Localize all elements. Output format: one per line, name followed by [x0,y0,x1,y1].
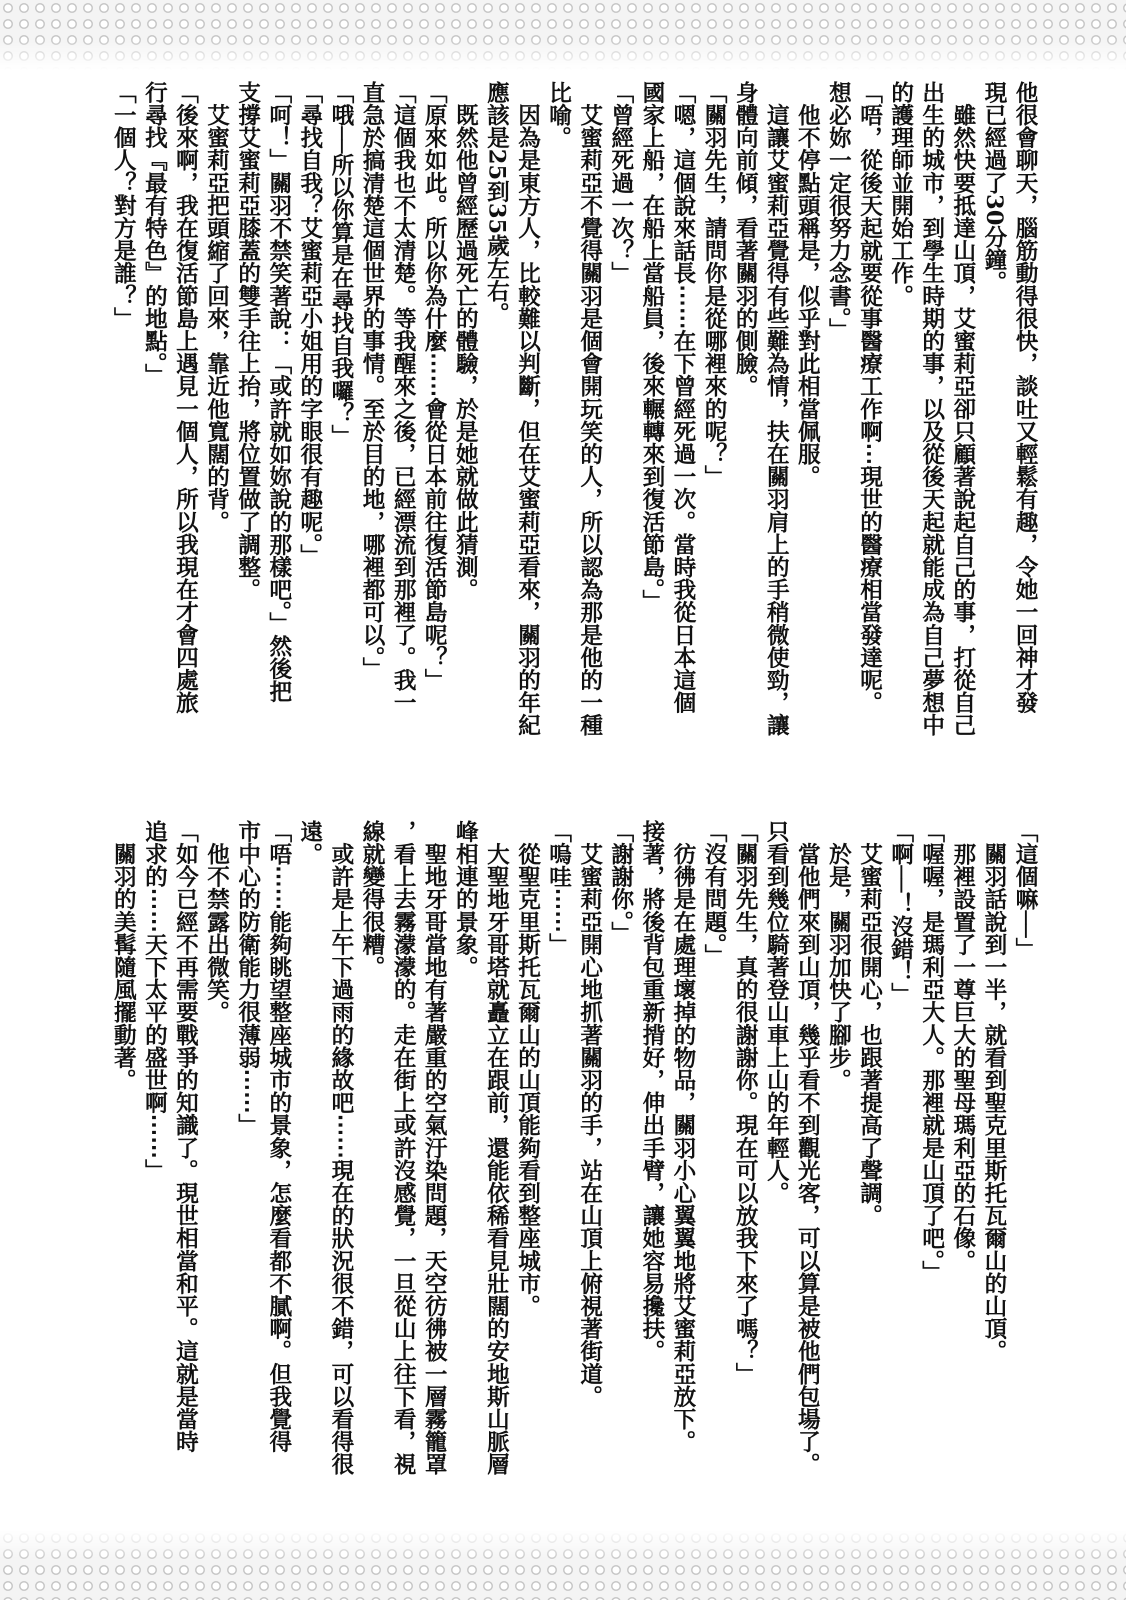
text-column: 國家上船，在船上當船員，後來輾轉來到復活節島。」 [638,81,665,613]
text-column: 關羽話說到一半，就看到聖克里斯托瓦爾山的山頂。 [980,820,1007,1363]
bottom-decorative-border [0,1530,1126,1600]
text-column: 「原來如此。所以你為什麼⋯⋯會從日本前往復活節島呢？」 [421,81,448,692]
text-column: ，看上去霧濛濛的。走在街上或許沒感覺，一旦從山上往下看，視 [390,820,417,1476]
text-column: 應該是25到35歲左右。 [483,81,510,325]
text-column: 當他們來到山頂，幾乎看不到觀光客，可以算是被他們包場了。 [794,820,821,1476]
text-column: 「這個嘛──」 [1012,820,1038,961]
text-column: 彷彿是在處理壞掉的物品，關羽小心翼翼地將艾蜜莉亞放下。 [669,820,696,1453]
text-column: 行尋找『最有特色』的地點。」 [141,81,168,387]
text-column: 他很會聊天，腦筋動得很快，談吐又輕鬆有趣，令她一回神才發 [1012,81,1038,714]
text-column: 「哦──所以你算是在尋找自我囉？」 [327,81,354,448]
text-column: 遠。 [296,820,323,866]
text-column: 「啊──！沒錯！」 [887,820,914,1006]
text-column: 這讓艾蜜莉亞覺得有些難為情，扶在關羽肩上的手稍微使勁，讓 [763,81,790,737]
text-column: 聖地牙哥當地有著嚴重的空氣汙染問題，天空彷彿被一層霧籠罩 [421,820,448,1476]
lower-text-block [88,820,1040,1500]
text-column: 從聖克里斯托瓦爾山的山頂能夠看到整座城市。 [514,820,541,1318]
text-column: 雖然快要抵達山頂，艾蜜莉亞卻只顧著說起自己的事，打從自己 [949,81,976,737]
text-column: 「關羽先生，請問你是從哪裡來的呢？」 [701,81,728,488]
text-column: 「後來啊，我在復活節島上遇見一個人，所以我現在才會四處旅 [172,81,199,714]
text-column: 想必妳一定很努力念書。」 [825,81,852,341]
text-column: 關羽的美髯隨風擺動著。 [110,820,137,1092]
text-column: 直急於搞清楚這個世界的事情。至於目的地，哪裡都可以。」 [359,81,386,680]
upper-text-block [88,81,1040,751]
text-column: 線就變得很糟。 [359,820,386,979]
text-column: 支撐艾蜜莉亞膝蓋的雙手往上抬，將位置做了調整。 [234,81,261,601]
text-column: 峰相連的景象。 [452,820,479,979]
text-column: 「嗯，這個說來話長⋯⋯在下曾經死過一次。當時我從日本這個 [669,81,696,714]
text-column: 他不停點頭稱是，似乎對此相當佩服。 [794,81,821,488]
text-column: 市中心的防衛能力很薄弱⋯⋯」 [234,820,261,1137]
text-column: 艾蜜莉亞把頭縮了回來，靠近他寬闊的背。 [203,81,230,533]
text-column: 「喔喔，是瑪利亞大人。那裡就是山頂了吧。」 [918,820,945,1284]
text-column: 「這個我也不太清楚。等我醒來之後，已經漂流到那裡了。我一 [390,81,417,714]
text-column: 艾蜜莉亞開心地抓著關羽的手，站在山頂上俯視著街道。 [576,820,603,1408]
text-column: 艾蜜莉亞很開心，也跟著提高了聲調。 [856,820,883,1227]
text-column: 身體向前傾，看著關羽的側臉。 [732,81,759,398]
text-column: 「嗚哇⋯⋯」 [545,820,572,956]
text-column: 既然他曾經歷過死亡的體驗，於是她就做此猜測。 [452,81,479,601]
text-column: 接著，將後背包重新揹好，伸出手臂，讓她容易攙扶。 [638,820,665,1363]
text-column: 大聖地牙哥塔就矗立在跟前，還能依稀看見壯闊的安地斯山脈層 [483,820,510,1476]
text-column: 只看到幾位騎著登山車上山的年輕人。 [763,820,790,1205]
text-column: 「沒有問題。」 [701,820,728,967]
text-column: 「如今已經不再需要戰爭的知識了。現世相當和平。這就是當時 [172,820,199,1453]
text-column: 「一個人？對方是誰？」 [110,81,137,330]
top-decorative-border [0,0,1126,70]
text-column: 比喻。 [545,81,572,149]
text-column: 或許是上午下過雨的緣故吧⋯⋯現在的狀況很不錯，可以看得很 [327,820,354,1476]
text-column: 因為是東方人，比較難以判斷，但在艾蜜莉亞看來，關羽的年紀 [514,81,541,737]
text-column: 「關羽先生，真的很謝謝你。現在可以放我下來了嗎？」 [732,820,759,1385]
text-column: 「曾經死過一次？」 [607,81,634,285]
text-column: 追求的⋯⋯天下太平的盛世啊⋯⋯」 [141,820,168,1182]
text-column: 「唔，從後天起就要從事醫療工作啊⋯現世的醫療相當發達呢。 [856,81,883,714]
text-column: 「唔⋯⋯能夠眺望整座城市的景象，怎麼看都不膩啊。但我覺得 [265,820,292,1453]
text-column: 「謝謝你。」 [607,820,634,945]
text-column: 他不禁露出微笑。 [203,820,230,1024]
text-column: 艾蜜莉亞不覺得關羽是個會開玩笑的人，所以認為那是他的一種 [576,81,603,737]
text-column: 那裡設置了一尊巨大的聖母瑪利亞的石像。 [949,820,976,1272]
text-column: 現已經過了30分鐘。 [980,81,1007,294]
text-column: 「呵！」關羽不禁笑著說：「或許就如妳說的那樣吧。」然後把 [265,81,292,703]
text-column: 出生的城市，到學生時期的事，以及從後天起就能成為自己夢想中 [918,81,945,737]
text-column: 的護理師並開始工作。 [887,81,914,307]
text-column: 「尋找自我？艾蜜莉亞小姐用的字眼很有趣呢。」 [296,81,323,567]
text-column: 於是，關羽加快了腳步。 [825,820,852,1092]
